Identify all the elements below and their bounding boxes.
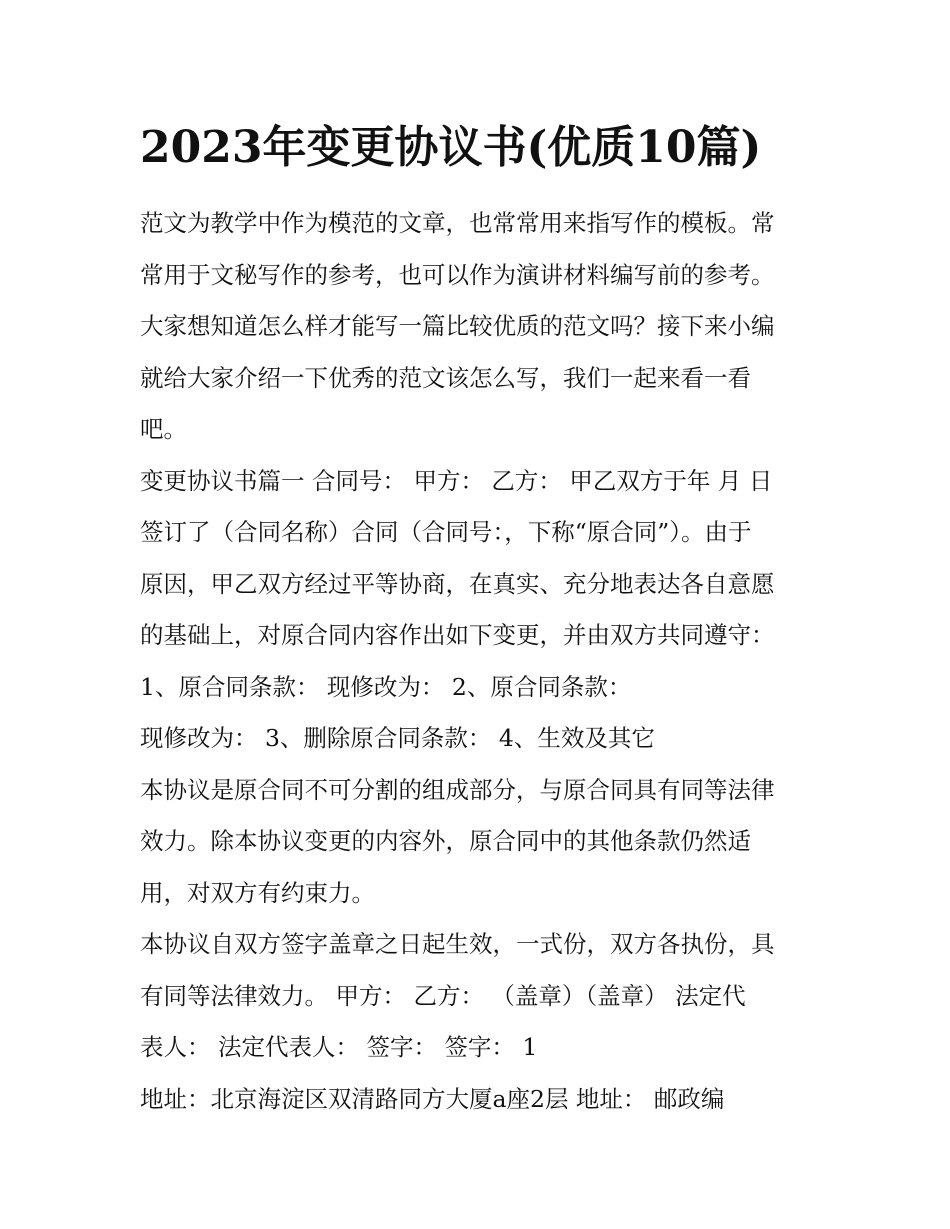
body-line: 常用于文秘写作的参考，也可以作为演讲材料编写前的参考。 [140, 260, 775, 289]
body-line: 大家想知道怎么样才能写一篇比较优质的范文吗？接下来小编 [140, 312, 775, 340]
body-line: 的基础上，对原合同内容作出如下变更，并由双方共同遵守： [140, 621, 775, 649]
body-line: 用，对双方有约束力。 [140, 878, 375, 907]
body-line: 本协议是原合同不可分割的组成部分，与原合同具有同等法律 [140, 775, 775, 804]
document-title: 2023年变更协议书(优质10篇) [140, 122, 762, 173]
body-line: 效力。除本协议变更的内容外，原合同中的其他条款仍然适 [140, 827, 751, 855]
body-line: 表人： 法定代表人： 签字： 签字： 1 [140, 1033, 538, 1061]
body-line: 现修改为： 3、删除原合同条款： 4、生效及其它 [140, 724, 655, 752]
body-line: 就给大家介绍一下优秀的范文该怎么写，我们一起来看一看 [140, 363, 751, 392]
body-line: 吧。 [140, 415, 187, 443]
body-line: 1、原合同条款： 现修改为： 2、原合同条款： [140, 672, 632, 701]
body-line: 本协议自双方签字盖章之日起生效，一式份，双方各执份，具 [140, 930, 775, 958]
document-body [140, 198, 820, 1125]
body-line: 范文为教学中作为模范的文章，也常常用来指写作的模板。常 [140, 209, 775, 237]
body-line: 有同等法律效力。 甲方： 乙方： （盖章）（盖章） 法定代 [140, 981, 746, 1010]
body-line: 地址：北京海淀区双清路同方大厦a座2层 地址： 邮政编 [140, 1084, 725, 1113]
body-line: 签订了（合同名称）合同（合同号：，下称“原合同”）。由于 [140, 518, 752, 546]
body-line: 原因，甲乙双方经过平等协商，在真实、充分地表达各自意愿 [140, 569, 775, 598]
body-line: 变更协议书篇一 合同号： 甲方： 乙方： 甲乙双方于年 月 日 [140, 466, 773, 495]
